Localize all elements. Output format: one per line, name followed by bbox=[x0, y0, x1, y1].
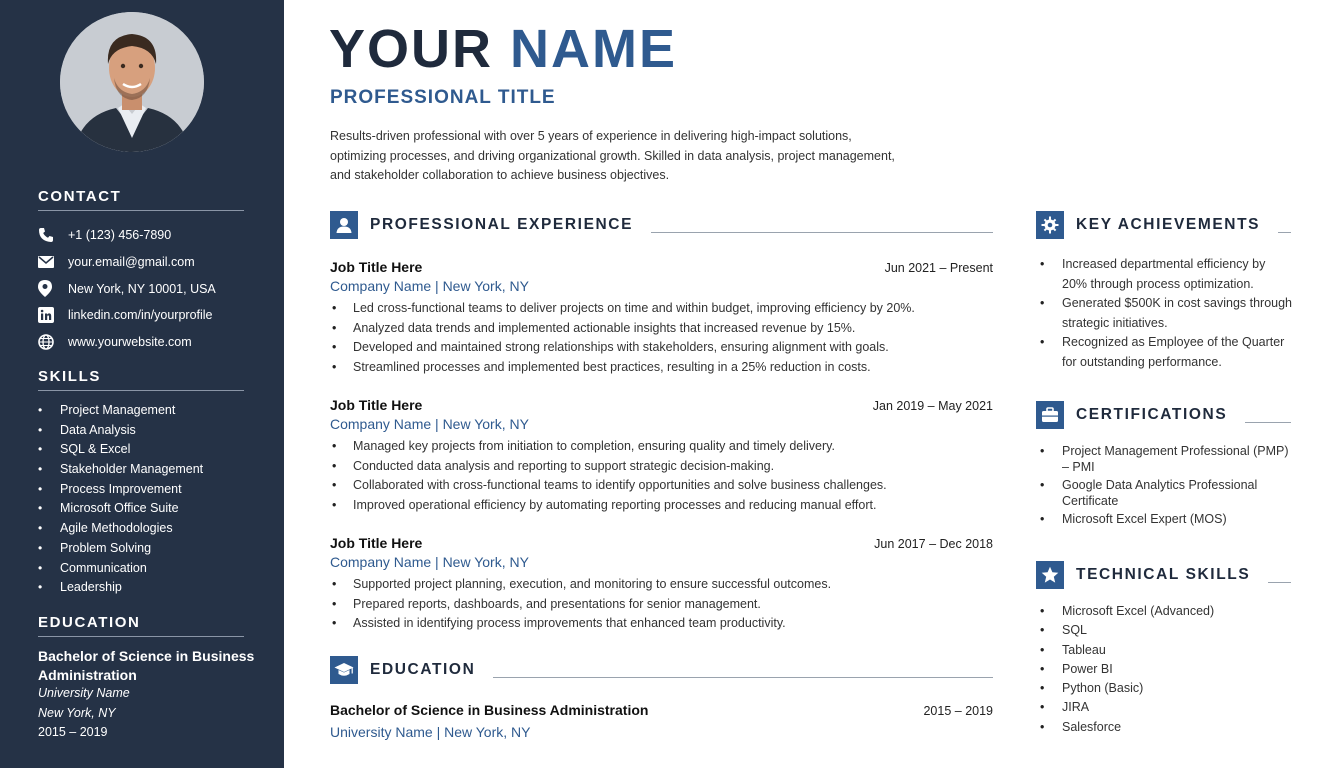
star-icon bbox=[1036, 561, 1064, 589]
graduation-cap-icon bbox=[330, 656, 358, 684]
technical-skills-heading: TECHNICAL SKILLS bbox=[1076, 566, 1251, 583]
skill-item: • Process Improvement bbox=[38, 480, 278, 500]
technical-skill-item: • JIRA bbox=[1040, 698, 1292, 717]
skill-item: • SQL & Excel bbox=[38, 440, 278, 460]
person-portrait-icon bbox=[60, 12, 204, 152]
skill-item: • Project Management bbox=[38, 401, 278, 421]
job-bullet: • Improved operational efficiency by automating reporting processes and reducing manual effort. bbox=[330, 496, 993, 516]
certification-item: • Microsoft Excel Expert (MOS) bbox=[1040, 512, 1292, 528]
education-years: 2015 – 2019 bbox=[923, 704, 993, 718]
website-text[interactable]: www.yourwebsite.com bbox=[68, 335, 192, 350]
job-bullet: • Collaborated with cross-functional teams to identify opportunities and solve business challenges. bbox=[330, 476, 993, 496]
skills-heading: SKILLS bbox=[38, 368, 244, 391]
certifications-section-header bbox=[1036, 401, 1291, 429]
technical-skills-list bbox=[1040, 602, 1292, 737]
job-bullet: • Conducted data analysis and reporting to support strategic decision-making. bbox=[330, 457, 993, 477]
job-company: Company Name | New York, NY bbox=[330, 278, 529, 294]
skill-item: • Microsoft Office Suite bbox=[38, 499, 278, 519]
professional-title: PROFESSIONAL TITLE bbox=[330, 87, 556, 108]
summary-text: Results-driven professional with over 5 years of experience in delivering high-impact solutions, optimizing processes, and driving organizational growth. Skilled in data analysis, project management, and stakeholder collaboration to achieve business objectives. bbox=[330, 129, 895, 182]
job-bullet: • Led cross-functional teams to deliver projects on time and within budget, improving efficiency by 20%. bbox=[330, 299, 993, 319]
certifications-heading: CERTIFICATIONS bbox=[1076, 406, 1228, 423]
contact-linkedin bbox=[38, 302, 278, 329]
name-first: YOUR bbox=[329, 19, 494, 79]
job-title: Job Title Here bbox=[330, 259, 423, 275]
certifications-list bbox=[1040, 444, 1292, 528]
achievement-item: • Generated $500K in cost savings through strategic initiatives. bbox=[1040, 294, 1292, 333]
briefcase-icon bbox=[1036, 401, 1064, 429]
location-text: New York, NY 10001, USA bbox=[68, 281, 216, 296]
section-divider bbox=[1245, 422, 1291, 423]
profile-photo bbox=[60, 12, 204, 152]
sidebar-degree: Bachelor of Science in Business Administration bbox=[38, 648, 255, 683]
technical-skill-item: • Power BI bbox=[1040, 660, 1292, 679]
gear-icon bbox=[1036, 211, 1064, 239]
job-bullet: • Managed key projects from initiation to completion, ensuring quality and timely delivery. bbox=[330, 437, 993, 457]
sidebar-education-years: 2015 – 2019 bbox=[38, 725, 108, 739]
job-entry bbox=[330, 259, 993, 377]
certification-item: • Project Management Professional (PMP) – PMI bbox=[1040, 444, 1292, 475]
contact-email bbox=[38, 249, 278, 276]
contact-heading: CONTACT bbox=[38, 188, 244, 211]
job-entry bbox=[330, 535, 993, 634]
certification-item: • Google Data Analytics Professional Certificate bbox=[1040, 478, 1292, 509]
job-bullet: • Streamlined processes and implemented best practices, resulting in a 25% reduction in costs. bbox=[330, 358, 993, 378]
contact-list bbox=[38, 222, 278, 355]
achievement-item: • Recognized as Employee of the Quarter for outstanding performance. bbox=[1040, 333, 1292, 372]
section-divider bbox=[1278, 232, 1291, 233]
linkedin-text[interactable]: linkedin.com/in/yourprofile bbox=[68, 308, 213, 323]
technical-skill-item: • Salesforce bbox=[1040, 718, 1292, 737]
linkedin-icon bbox=[38, 307, 68, 323]
job-title: Job Title Here bbox=[330, 535, 423, 551]
education-heading: EDUCATION bbox=[370, 661, 476, 678]
achievements-heading: KEY ACHIEVEMENTS bbox=[1076, 216, 1261, 233]
technical-skill-item: • SQL bbox=[1040, 621, 1292, 640]
section-divider bbox=[1268, 582, 1291, 583]
user-icon bbox=[330, 211, 358, 239]
job-dates: Jun 2021 – Present bbox=[884, 261, 993, 275]
job-bullet: • Developed and maintained strong relationships with stakeholders, ensuring alignment with goals. bbox=[330, 338, 993, 358]
sidebar-university-location: New York, NY bbox=[38, 705, 116, 720]
job-bullet: • Supported project planning, execution, and monitoring to ensure successful outcomes. bbox=[330, 575, 993, 595]
skill-item: • Communication bbox=[38, 559, 278, 579]
envelope-icon bbox=[38, 256, 68, 268]
contact-website bbox=[38, 329, 278, 356]
contact-phone bbox=[38, 222, 278, 249]
job-entry bbox=[330, 397, 993, 515]
sidebar-education-heading: EDUCATION bbox=[38, 614, 244, 637]
technical-skill-item: • Python (Basic) bbox=[1040, 679, 1292, 698]
job-bullet: • Assisted in identifying process improvements that enhanced team productivity. bbox=[330, 614, 993, 634]
section-divider bbox=[493, 677, 993, 678]
job-bullet: • Prepared reports, dashboards, and presentations for senior management. bbox=[330, 595, 993, 615]
school-name: University Name | New York, NY bbox=[330, 724, 531, 740]
email-text[interactable]: your.email@gmail.com bbox=[68, 255, 195, 270]
name-last: NAME bbox=[510, 19, 678, 79]
job-company: Company Name | New York, NY bbox=[330, 554, 529, 570]
phone-text[interactable]: +1 (123) 456-7890 bbox=[68, 228, 172, 243]
job-bullet: • Analyzed data trends and implemented actionable insights that increased revenue by 15%. bbox=[330, 319, 993, 339]
skill-item: • Stakeholder Management bbox=[38, 460, 278, 480]
experience-heading: PROFESSIONAL EXPERIENCE bbox=[370, 216, 634, 233]
degree-title: Bachelor of Science in Business Administration bbox=[330, 702, 649, 718]
technical-skills-section-header bbox=[1036, 561, 1291, 589]
job-company: Company Name | New York, NY bbox=[330, 416, 529, 432]
full-name bbox=[329, 18, 677, 80]
skills-list bbox=[38, 401, 278, 598]
sidebar-university: University Name bbox=[38, 686, 130, 700]
education-entry bbox=[330, 702, 993, 740]
technical-skill-item: • Microsoft Excel (Advanced) bbox=[1040, 602, 1292, 621]
achievements-list bbox=[1040, 255, 1292, 372]
job-title: Job Title Here bbox=[330, 397, 423, 413]
skill-item: • Data Analysis bbox=[38, 421, 278, 441]
education-section-header bbox=[330, 656, 993, 684]
sidebar bbox=[0, 0, 284, 768]
skill-item: • Leadership bbox=[38, 578, 278, 598]
phone-icon bbox=[38, 227, 68, 243]
experience-section-header bbox=[330, 211, 993, 239]
job-dates: Jan 2019 – May 2021 bbox=[872, 399, 993, 413]
sidebar-education bbox=[38, 647, 278, 743]
skill-item: • Problem Solving bbox=[38, 539, 278, 559]
achievements-section-header bbox=[1036, 211, 1291, 239]
location-pin-icon bbox=[38, 280, 68, 297]
globe-icon bbox=[38, 334, 68, 350]
contact-location bbox=[38, 275, 278, 302]
skill-item: • Agile Methodologies bbox=[38, 519, 278, 539]
achievement-item: • Increased departmental efficiency by 20% through process optimization. bbox=[1040, 255, 1292, 294]
technical-skill-item: • Tableau bbox=[1040, 641, 1292, 660]
job-dates: Jun 2017 – Dec 2018 bbox=[874, 537, 993, 551]
section-divider bbox=[651, 232, 993, 233]
